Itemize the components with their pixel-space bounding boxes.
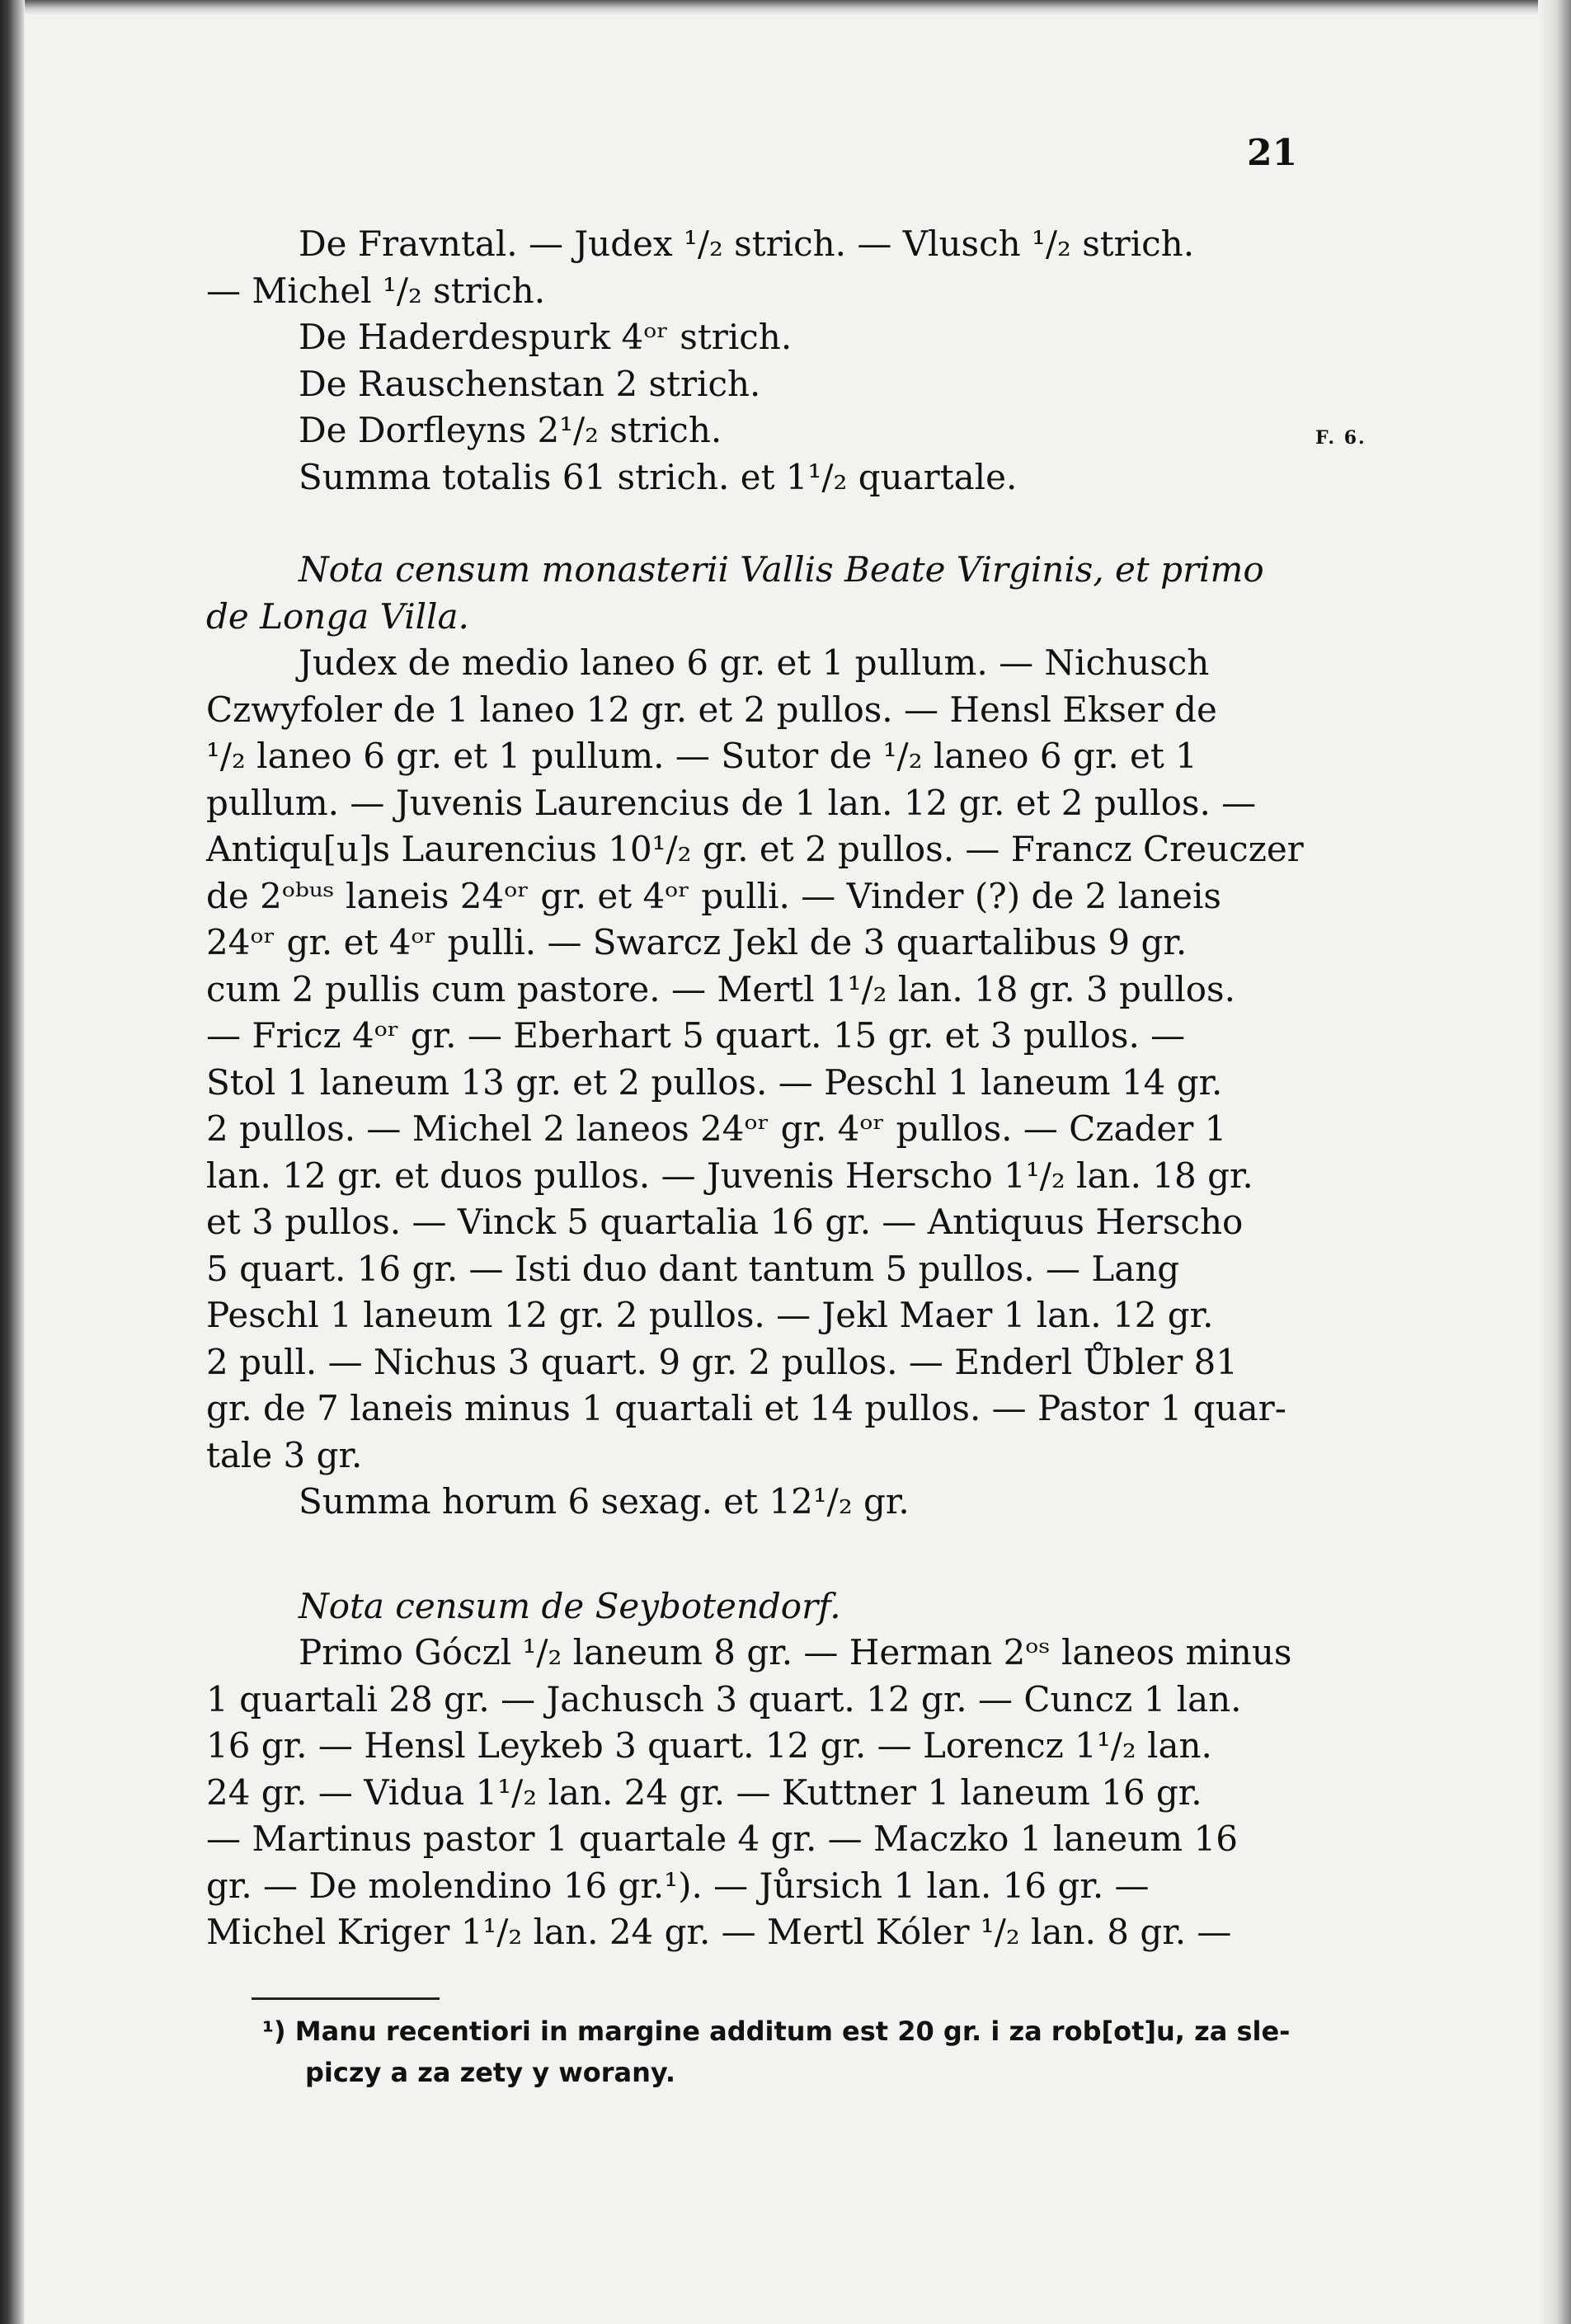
main-text	[206, 221, 1303, 1956]
text-line: Judex de medio laneo 6 gr. et 1 pullum. — Nichusch	[299, 642, 1210, 683]
section-gap	[206, 1526, 1303, 1583]
text-line: 24ᵒʳ gr. et 4ᵒʳ pulli. — Swarcz Jekl de 3 quartalibus 9 gr.	[206, 922, 1188, 962]
footnote-line: ¹) Manu recentiori in margine additum est 20 gr. i za rob[ot]u, za sle-	[262, 2016, 1291, 2047]
footnote	[262, 2011, 1303, 2093]
summa-line: Summa horum 6 sexag. et 12¹/₂ gr.	[299, 1481, 910, 1522]
text-line: Summa totalis 61 strich. et 1¹/₂ quartale.	[299, 456, 1018, 497]
text-line: 1 quartali 28 gr. — Jachusch 3 quart. 12 gr. — Cuncz 1 lan.	[206, 1678, 1242, 1719]
text-line: De Fravntal. — Judex ¹/₂ strich. — Vlusch ¹/₂ strich.	[299, 223, 1195, 264]
text-line: Antiqu[u]s Laurencius 10¹/₂ gr. et 2 pullos. — Francz Creuczer	[206, 829, 1304, 869]
text-line: De Rauschenstan 2 strich.	[299, 363, 761, 404]
page-top-edge	[0, 0, 1571, 15]
text-line: tale 3 gr.	[206, 1434, 363, 1475]
text-line: Primo Góczl ¹/₂ laneum 8 gr. — Herman 2ᵒˢ laneos minus	[299, 1632, 1292, 1672]
text-line: 2 pullos. — Michel 2 laneos 24ᵒʳ gr. 4ᵒʳ pullos. — Czader 1	[206, 1108, 1227, 1149]
text-line: 24 gr. — Vidua 1¹/₂ lan. 24 gr. — Kuttner 1 laneum 16 gr.	[206, 1771, 1202, 1813]
page-number: 21	[1247, 132, 1298, 174]
text-line: — Michel ¹/₂ strich.	[206, 270, 546, 311]
book-spine-shadow	[0, 0, 25, 2324]
text-line: cum 2 pullis cum pastore. — Mertl 1¹/₂ lan. 18 gr. 3 pullos.	[206, 968, 1235, 1009]
text-line: 5 quart. 16 gr. — Isti duo dant tantum 5 pullos. — Lang	[206, 1248, 1180, 1289]
section-gap	[206, 501, 1303, 547]
footnote-line: piczy a za zety y worany.	[305, 2057, 675, 2088]
text-line: Peschl 1 laneum 12 gr. 2 pullos. — Jekl Maer 1 lan. 12 gr.	[206, 1295, 1214, 1335]
text-line: Stol 1 laneum 13 gr. et 2 pullos. — Peschl 1 laneum 14 gr.	[206, 1061, 1223, 1103]
text-line: lan. 12 gr. et duos pullos. — Juvenis Herscho 1¹/₂ lan. 18 gr.	[206, 1155, 1254, 1196]
text-line: ¹/₂ laneo 6 gr. et 1 pullum. — Sutor de ¹/₂ laneo 6 gr. et 1	[206, 736, 1197, 776]
text-line: et 3 pullos. — Vinck 5 quartalia 16 gr. — Antiquus Herscho	[206, 1202, 1244, 1242]
text-line: Michel Kriger 1¹/₂ lan. 24 gr. — Mertl Kóler ¹/₂ lan. 8 gr. —	[206, 1912, 1232, 1952]
footnote-divider	[252, 1997, 440, 2000]
margin-reference: F. 6.	[1315, 427, 1366, 449]
section-heading: Nota censum monasterii Vallis Beate Virginis, et primo	[299, 549, 1264, 590]
text-line: — Martinus pastor 1 quartale 4 gr. — Maczko 1 laneum 16	[206, 1818, 1238, 1859]
text-line: de 2ᵒᵇᵘˢ laneis 24ᵒʳ gr. et 4ᵒʳ pulli. — Vinder (?) de 2 laneis	[206, 875, 1221, 916]
text-line: De Dorfleyns 2¹/₂ strich.	[299, 410, 722, 450]
text-line: gr. de 7 laneis minus 1 quartali et 14 pullos. — Pastor 1 quar-	[206, 1388, 1286, 1428]
section-heading: de Longa Villa.	[206, 595, 469, 637]
text-line: pullum. — Juvenis Laurencius de 1 lan. 12 gr. et 2 pullos. —	[206, 782, 1257, 823]
section-heading: Nota censum de Seybotendorf.	[299, 1585, 841, 1626]
text-line: Czwyfoler de 1 laneo 12 gr. et 2 pullos. — Hensl Ekser de	[206, 689, 1217, 730]
page-right-edge	[1538, 0, 1571, 2324]
text-line: — Fricz 4ᵒʳ gr. — Eberhart 5 quart. 15 gr. et 3 pullos. —	[206, 1015, 1186, 1056]
text-line: 2 pull. — Nichus 3 quart. 9 gr. 2 pullos. — Enderl Ůbler 81	[206, 1341, 1238, 1382]
text-line: De Haderdespurk 4ᵒʳ strich.	[299, 317, 793, 357]
text-line: gr. — De molendino 16 gr.¹). — Jůrsich 1 lan. 16 gr. —	[206, 1865, 1150, 1906]
text-line: 16 gr. — Hensl Leykeb 3 quart. 12 gr. — Lorencz 1¹/₂ lan.	[206, 1725, 1212, 1766]
